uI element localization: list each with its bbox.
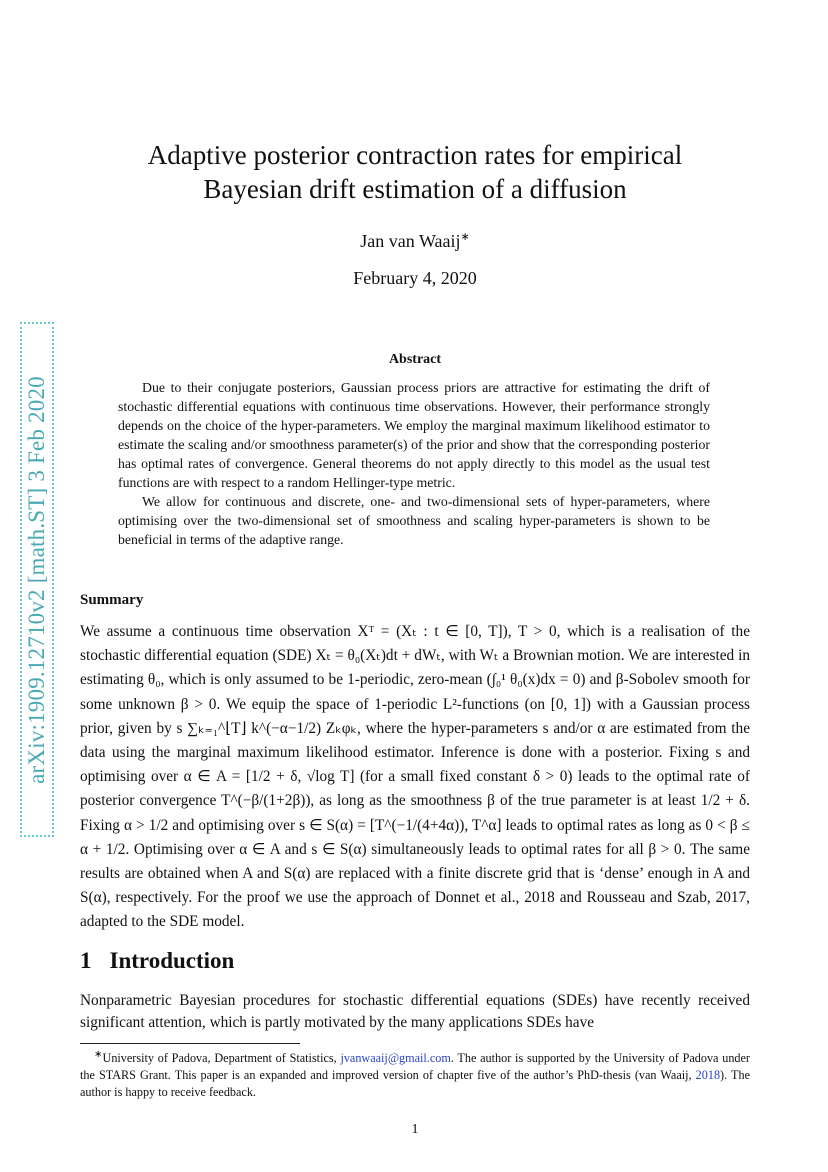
footnote-mark: ∗ (94, 1049, 103, 1060)
footnote-rule (80, 1043, 300, 1044)
abstract-heading: Abstract (388, 352, 442, 367)
author-name: Jan van Waaij (360, 231, 461, 251)
arxiv-stamp-text: arXiv:1909.12710v2 [math.ST] 3 Feb 2020 (24, 375, 49, 784)
introduction-body (80, 990, 750, 1034)
section-number: 1 (80, 948, 92, 973)
abstract-paragraph-1: Due to their conjugate posteriors, Gaussian process priors are attractive for estimating the drift of stochastic differential equations with continuous time observations. However, their performance strongly depends on the choice of the hyper-parameters. We employ the marginal maximum likelihood estimator to estimate the scaling and/or smoothness parameter(s) of the prior and show that the corresponding posterior has optimal rates of convergence. General theorems do not apply directly to this model as the usual test functions are with respect to a random Hellinger-type metric. (118, 380, 710, 490)
footnote-paragraph (80, 1046, 750, 1101)
footnote-text-c: ). The author is happy to receive feedback. (80, 1068, 750, 1100)
author-line (80, 230, 750, 252)
introduction-paragraph: Nonparametric Bayesian procedures for stochastic differential equations (SDEs) have recently received significant attention, which is partly motivated by the many applications SDEs have (80, 992, 750, 1031)
author-footnote-mark: ∗ (460, 231, 470, 243)
author-email-link[interactable]: jvanwaaij@gmail.com (340, 1051, 451, 1066)
title-line-1: Adaptive posterior contraction rates for empirical (147, 140, 683, 170)
page-number: 1 (411, 1122, 419, 1137)
thesis-citation-link[interactable]: 2018 (695, 1068, 721, 1083)
footnote-text-a: University of Padova, Department of Statistics, (102, 1051, 341, 1066)
summary-heading: Summary (80, 592, 144, 608)
footnote (80, 1046, 750, 1101)
summary-paragraph: We assume a continuous time observation Xᵀ = (Xₜ : t ∈ [0, T]), T > 0, which is a realisation of the stochastic differential equation (SDE) Xₜ = θ₀(Xₜ)dt + dWₜ, with Wₜ a Brownian motion. We are interested in estimating θ₀, which is only assumed to be 1-periodic, zero-mean (∫₀¹ θ₀(x)dx = 0) and β-Sobolev smooth for some unknown β > 0. We equip the space of 1-periodic L²-functions (on [0, 1]) with a Gaussian process prior, given by s ∑ₖ₌₁^⌊T⌋ k^(−α−1/2) Zₖφₖ, where the hyper-parameters s and/or α are estimated from the data using the marginal maximum likelihood estimator. Inference is done with a posterior. Fixing s and optimising over α ∈ A = [1/2 + δ, √log T] (for a small fixed constant δ > 0) leads to the optimal rate of posterior convergence T^(−β/(1+2β)), as long as the smoothness β of the true parameter is at least 1/2 + δ. Fixing α > 1/2 and optimising over s ∈ S(α) = [T^(−1/(4+4α)), T^α] leads to optimal rates as long as 0 < β ≤ α + 1/2. Optimising over α ∈ A and s ∈ S(α) simultaneously leads to optimal rates for all β > 0. The same results are obtained when A and S(α) are replaced with a finite discrete grid that is ‘dense’ enough in A and S(α), respectively. For the proof we use the approach of Donnet et al., 2018 and Rousseau and Szab, 2017, adapted to the SDE model. (80, 623, 750, 931)
abstract-paragraph-2: We allow for continuous and discrete, one- and two-dimensional sets of hyper-parameters, where optimising over the two-dimensional set of smoothness and scaling hyper-parameters is shown to be beneficial in terms of the adaptive range. (118, 494, 710, 547)
abstract-body (118, 378, 710, 549)
footnote-text-b: . The author is supported by the University of Padova under the STARS Grant. This paper is an expanded and improved version of chapter five of the author’s PhD-thesis (van Waaij, (80, 1051, 750, 1083)
section-title: Introduction (109, 948, 235, 973)
section-heading (80, 948, 234, 974)
paper-date: February 4, 2020 (353, 268, 477, 288)
title-line-2: Bayesian drift estimation of a diffusion (203, 174, 627, 204)
summary-body (80, 620, 750, 935)
arxiv-stamp (20, 322, 54, 837)
paper-title (80, 138, 750, 206)
